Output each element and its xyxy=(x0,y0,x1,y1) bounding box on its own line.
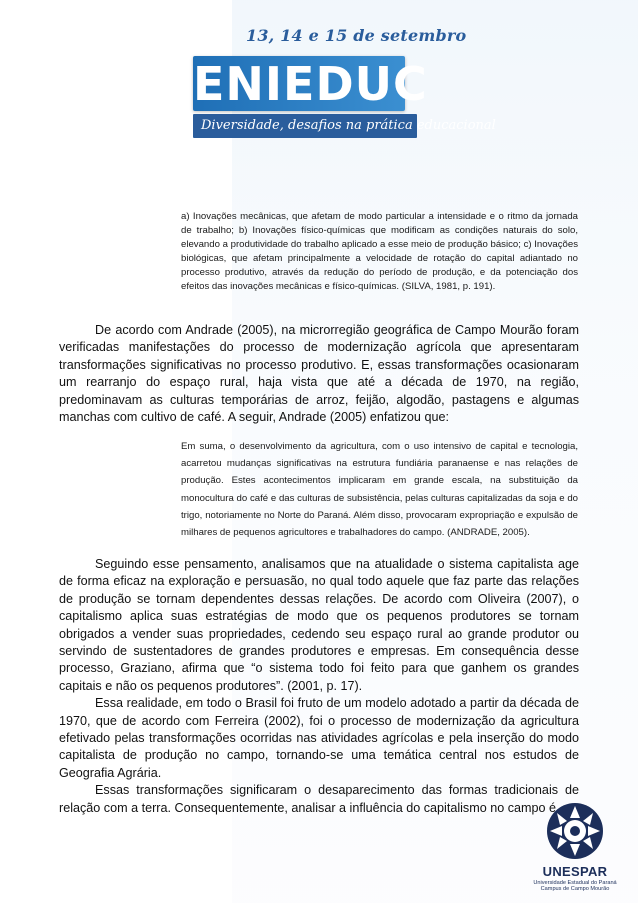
unespar-subtitle-line2: Campus de Campo Mourão xyxy=(540,886,610,893)
event-logo xyxy=(193,56,428,111)
paragraph-transformations xyxy=(59,782,579,817)
event-date: 13, 14 e 15 de setembro xyxy=(246,26,467,45)
event-header xyxy=(0,0,638,150)
block-quote-silva: a) Inovações mecânicas, que afetam de modo particular a intensidade e o ritmo da jornada de trabalho; b) Inovações físico-químicas que modificam as condições naturais do solo, elevando a produtividade do trabalho aplicado a esse meio de produção básico; c) Inovações biológicas, que afetam principalmente a velocidade de rotação do capital adiantado no processo produtivo, através da redução do período de produção, e da potenciação dos efeitos das inovações mecânicas e físico-químicas. (SILVA, 1981, p. 191). xyxy=(181,211,578,292)
unespar-subtitle xyxy=(530,880,620,893)
paragraph-capitalism-text: Seguindo esse pensamento, analisamos que na atualidade o sistema capitalista age de forma eficaz na exploração e persuasão, no qual todo aquele que faz parte das relações de produção se tornam dependentes dessas relações. De acordo com Oliveira (2007), o capitalismo aplica suas estratégias de modo que os pequenos produtores se tornam obrigados a vender suas propriedades, cedendo seu espaço rural ao grande produtor ou servindo de sustentadores de grandes produtores e empresas. Em consequência desse processo, Graziano, afirma que “o sistema todo foi feito para que ganhem os grandes capitais e não os pequenos produtores”. (2001, p. 17). xyxy=(59,557,579,693)
paragraph-andrade xyxy=(59,322,579,426)
unespar-subtitle-line1: Universidade Estadual do Paraná xyxy=(533,880,617,886)
unespar-name: UNESPAR xyxy=(542,864,608,879)
paragraph-reality-text: Essa realidade, em todo o Brasil foi fruto de um modelo adotado a partir da década de 1970, que de acordo com Ferreira (2002), foi o processo de modernização da agricultura efetivado pelas transformações ocorridas nas atividades agrícolas e pela inserção do modo capitalista de produção no campo, tornando-se uma temática central nos estudos de Geografia Agrária. xyxy=(59,696,579,780)
event-subtitle: Diversidade, desafios na prática educacional xyxy=(201,118,496,133)
event-subtitle-bar xyxy=(193,114,496,138)
paragraph-reality xyxy=(59,695,579,782)
unespar-logo xyxy=(530,798,620,898)
event-logo-text: ENIEDUC xyxy=(193,57,428,111)
paragraph-transformations-text: Essas transformações significaram o desaparecimento das formas tradicionais de relação com a terra. Consequentemente, analisar a influência do capitalismo no campo é xyxy=(59,783,579,815)
body-text xyxy=(59,556,579,817)
paragraph-andrade-text: De acordo com Andrade (2005), na microrregião geográfica de Campo Mourão foram verificadas manifestações do processo de modernização agrícola que apresentaram transformações significativas no processo produtivo. E, essas transformações ocasionaram um rearranjo do espaço rural, haja vista que até a década de 1970, na região, predominavam as culturas temporárias de arroz, feijão, algodão, pastagens e algumas manchas com cultivo de café. A seguir, Andrade (2005) enfatizou que: xyxy=(59,323,579,425)
paragraph-capitalism xyxy=(59,556,579,695)
unespar-emblem-icon xyxy=(530,798,620,864)
block-quote-andrade: Em suma, o desenvolvimento da agricultura, com o uso intensivo de capital e tecnologia, acarretou mudanças significativas na estrutura fundiária paranaense e nas relações de produção. Estes acontecimentos implicaram em grande escala, na substituição da monocultura do café e das culturas de subsistência, pelas culturas capitalizadas da soja e do trigo, notoriamente no Norte do Paraná. Além disso, provocaram expropriação e expulsão de milhares de pequenos agricultores e trabalhadores do campo. (ANDRADE, 2005). xyxy=(181,441,578,539)
